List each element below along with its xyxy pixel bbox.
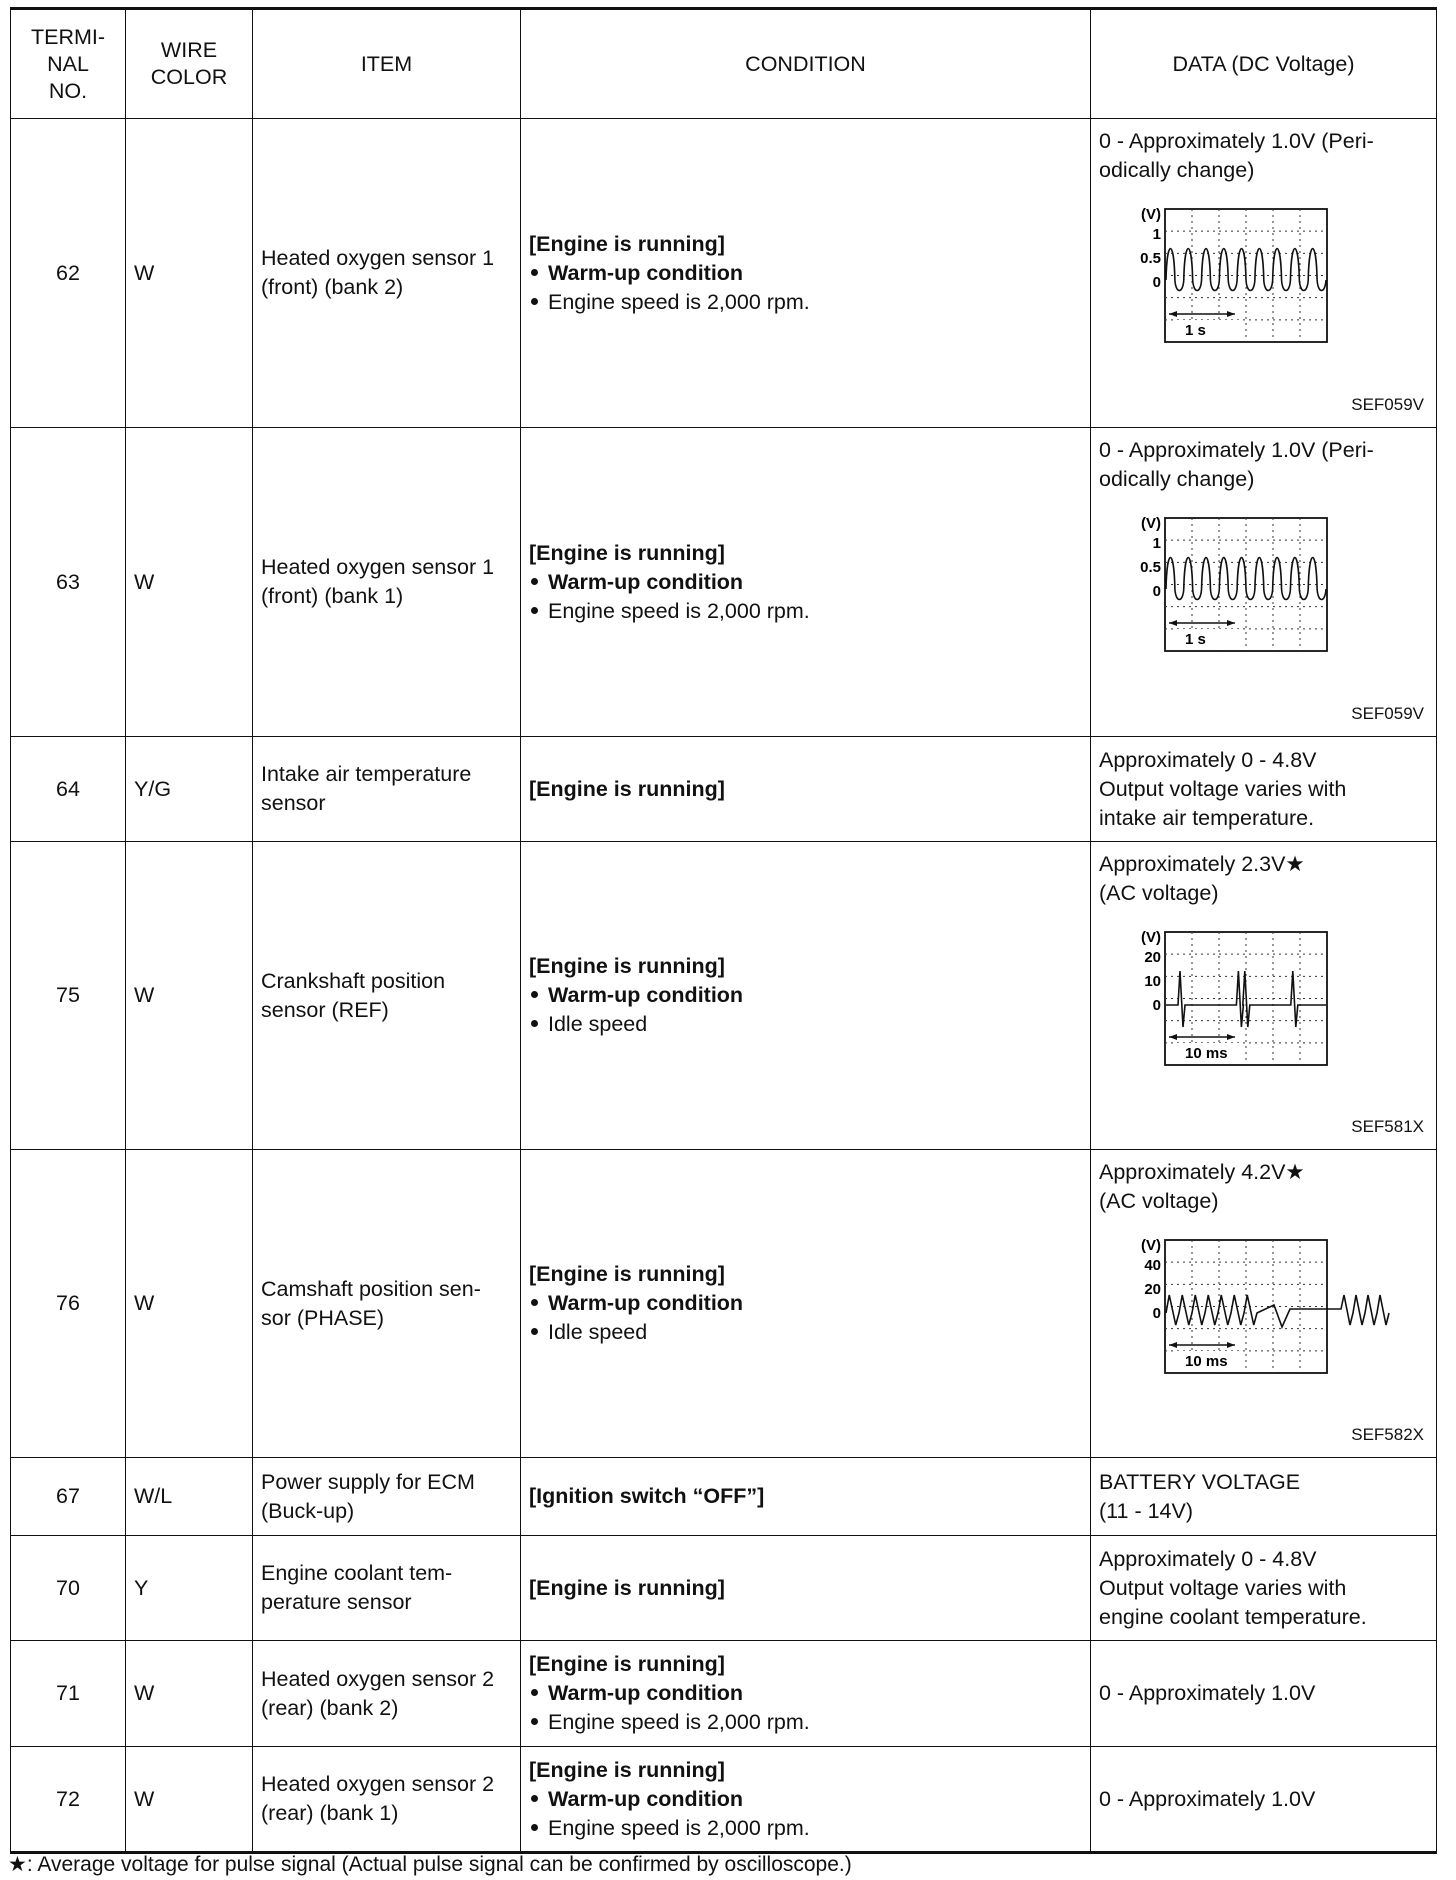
condition: [521, 842, 1091, 1150]
data-text: Approximately 0 - 4.8V Output voltage varies with intake air temperature.: [1099, 747, 1347, 830]
scope-tick-label: 1: [1152, 535, 1161, 552]
scope-tick-label: 0: [1152, 997, 1161, 1014]
col-item-header: ITEM: [253, 9, 521, 119]
scope-waveform: [1166, 558, 1326, 600]
bullet-icon: [531, 269, 538, 276]
condition-header: [Ignition switch “OFF”]: [529, 1484, 765, 1508]
oscilloscope-svg: [1103, 1230, 1333, 1380]
scope-tick-label: 1: [1152, 226, 1161, 243]
data-cell: [1091, 1747, 1437, 1853]
item: Crankshaft position sensor (REF): [253, 842, 521, 1150]
condition-bullet: Engine speed is 2,000 rpm.: [529, 1708, 1090, 1737]
item: Intake air temperature sensor: [253, 737, 521, 842]
scope-time-label: 10 ms: [1185, 1353, 1228, 1370]
col-condition-header: CONDITION: [521, 9, 1091, 119]
oscilloscope-svg: [1103, 199, 1333, 349]
table-row: [11, 1458, 1437, 1536]
item: Heated oxygen sensor 1 (front) (bank 1): [253, 428, 521, 737]
scope-time-label: 1 s: [1185, 322, 1206, 339]
bullet-icon: [531, 607, 538, 614]
condition-bullet: Warm-up condition: [529, 259, 1090, 288]
item: Power supply for ECM (Buck-up): [253, 1458, 521, 1536]
bullet-icon: [531, 1689, 538, 1696]
figure-code: SEF582X: [1351, 1425, 1424, 1444]
terminal-no: 72: [11, 1747, 126, 1853]
wire-color: W/L: [126, 1458, 253, 1536]
data-cell: [1091, 1150, 1437, 1458]
wire-color: W: [126, 119, 253, 428]
col-wire-header: WIRE COLOR: [126, 9, 253, 119]
condition: [521, 1458, 1091, 1536]
scope-tick-label: 0: [1152, 274, 1161, 291]
condition-bullet: Engine speed is 2,000 rpm.: [529, 597, 1090, 626]
condition-bullet: Idle speed: [529, 1010, 1090, 1039]
scope-waveform: [1166, 1295, 1389, 1327]
scope-tick-label: 10: [1144, 973, 1161, 990]
condition-header: [Engine is running]: [529, 1757, 725, 1782]
ecm-terminal-table: [10, 7, 1437, 1854]
condition: [521, 1536, 1091, 1641]
bullet-icon: [531, 1328, 538, 1335]
footnote: ★: Average voltage for pulse signal (Actual pulse signal can be confirmed by oscilloscope.): [8, 1853, 852, 1876]
terminal-no: 64: [11, 737, 126, 842]
scope-time-label: 1 s: [1185, 631, 1206, 648]
item: Engine coolant tem- perature sensor: [253, 1536, 521, 1641]
scope-tick-label: 20: [1144, 949, 1161, 966]
condition-header: [Engine is running]: [529, 1575, 725, 1600]
terminal-no: 76: [11, 1150, 126, 1458]
terminal-no: 75: [11, 842, 126, 1150]
condition: [521, 737, 1091, 842]
bullet-icon: [531, 298, 538, 305]
data-text: Approximately 2.3V★ (AC voltage): [1099, 852, 1305, 905]
condition-bullet: Warm-up condition: [529, 981, 1090, 1010]
data-cell: [1091, 1641, 1437, 1747]
bullet-icon: [531, 1299, 538, 1306]
table-row: [11, 1150, 1437, 1458]
data-text: BATTERY VOLTAGE (11 - 14V): [1099, 1469, 1301, 1523]
scope-unit-label: (V): [1141, 515, 1161, 532]
wire-color: W: [126, 842, 253, 1150]
oscilloscope-plot: [1103, 1230, 1333, 1380]
data-text: 0 - Approximately 1.0V: [1099, 1786, 1316, 1811]
table-header-row: [11, 9, 1437, 119]
col-data-header: DATA (DC Voltage): [1091, 9, 1437, 119]
item: Camshaft position sen- sor (PHASE): [253, 1150, 521, 1458]
scope-tick-label: 0.5: [1140, 559, 1161, 576]
data-cell: [1091, 119, 1437, 428]
condition: [521, 1641, 1091, 1747]
scope-time-label: 10 ms: [1185, 1045, 1228, 1062]
bullet-icon: [531, 1824, 538, 1831]
scope-unit-label: (V): [1141, 1237, 1161, 1254]
wire-color: W: [126, 1641, 253, 1747]
figure-code: SEF059V: [1351, 395, 1424, 414]
bullet-icon: [531, 991, 538, 998]
table-row: [11, 1536, 1437, 1641]
condition-bullet: Warm-up condition: [529, 1289, 1090, 1318]
item: Heated oxygen sensor 2 (rear) (bank 1): [253, 1747, 521, 1853]
scope-tick-label: 0: [1152, 583, 1161, 600]
scope-waveform: [1166, 249, 1326, 291]
data-cell: [1091, 1536, 1437, 1641]
condition-header: [Engine is running]: [529, 231, 725, 256]
scope-unit-label: (V): [1141, 206, 1161, 223]
col-terminal-header: TERMI- NAL NO.: [11, 9, 126, 119]
oscilloscope-plot: [1103, 508, 1333, 658]
oscilloscope-svg: [1103, 508, 1333, 658]
data-text: Approximately 4.2V★ (AC voltage): [1099, 1160, 1305, 1213]
figure-code: SEF059V: [1351, 704, 1424, 723]
wire-color: W: [126, 428, 253, 737]
data-cell: [1091, 737, 1437, 842]
time-label-bg: [1173, 320, 1243, 338]
wire-color: W: [126, 1150, 253, 1458]
figure-code: SEF581X: [1351, 1117, 1424, 1136]
condition-bullet: Engine speed is 2,000 rpm.: [529, 1814, 1090, 1843]
terminal-no: 62: [11, 119, 126, 428]
data-text: Approximately 0 - 4.8V Output voltage varies with engine coolant temperature.: [1099, 1546, 1367, 1629]
oscilloscope-svg: [1103, 922, 1333, 1072]
item: Heated oxygen sensor 1 (front) (bank 2): [253, 119, 521, 428]
wire-color: W: [126, 1747, 253, 1853]
terminal-no: 71: [11, 1641, 126, 1747]
terminal-no: 63: [11, 428, 126, 737]
scope-tick-label: 20: [1144, 1281, 1161, 1298]
condition-bullet: Engine speed is 2,000 rpm.: [529, 288, 1090, 317]
bullet-icon: [531, 1020, 538, 1027]
bullet-icon: [531, 578, 538, 585]
item: Heated oxygen sensor 2 (rear) (bank 2): [253, 1641, 521, 1747]
data-text: 0 - Approximately 1.0V: [1099, 1681, 1316, 1705]
condition-header: [Engine is running]: [529, 1262, 725, 1286]
scope-unit-label: (V): [1141, 929, 1161, 946]
condition-header: [Engine is running]: [529, 776, 725, 801]
condition: [521, 119, 1091, 428]
terminal-no: 67: [11, 1458, 126, 1536]
terminal-no: 70: [11, 1536, 126, 1641]
condition-header: [Engine is running]: [529, 1652, 725, 1676]
oscilloscope-plot: [1103, 922, 1333, 1072]
scope-tick-label: 40: [1144, 1257, 1161, 1274]
table-row: [11, 737, 1437, 842]
table-row: [11, 842, 1437, 1150]
condition: [521, 1747, 1091, 1853]
condition-bullet: Warm-up condition: [529, 1679, 1090, 1708]
bullet-icon: [531, 1795, 538, 1802]
data-cell: [1091, 428, 1437, 737]
wire-color: Y/G: [126, 737, 253, 842]
condition-header: [Engine is running]: [529, 540, 725, 565]
condition-bullet: Idle speed: [529, 1318, 1090, 1347]
condition: [521, 428, 1091, 737]
table-row: [11, 1641, 1437, 1747]
condition-header: [Engine is running]: [529, 954, 725, 978]
condition-bullet: Warm-up condition: [529, 568, 1090, 597]
table-row: [11, 119, 1437, 428]
scope-tick-label: 0.5: [1140, 250, 1161, 267]
data-text: 0 - Approximately 1.0V (Peri- odically change): [1099, 438, 1374, 491]
time-label-bg: [1173, 629, 1243, 647]
table-row: [11, 428, 1437, 737]
bullet-icon: [531, 1718, 538, 1725]
table-row: [11, 1747, 1437, 1853]
oscilloscope-plot: [1103, 199, 1333, 349]
scope-tick-label: 0: [1152, 1305, 1161, 1322]
condition: [521, 1150, 1091, 1458]
data-cell: [1091, 842, 1437, 1150]
wire-color: Y: [126, 1536, 253, 1641]
data-cell: [1091, 1458, 1437, 1536]
data-text: 0 - Approximately 1.0V (Peri- odically change): [1099, 129, 1374, 182]
condition-bullet: Warm-up condition: [529, 1785, 1090, 1814]
